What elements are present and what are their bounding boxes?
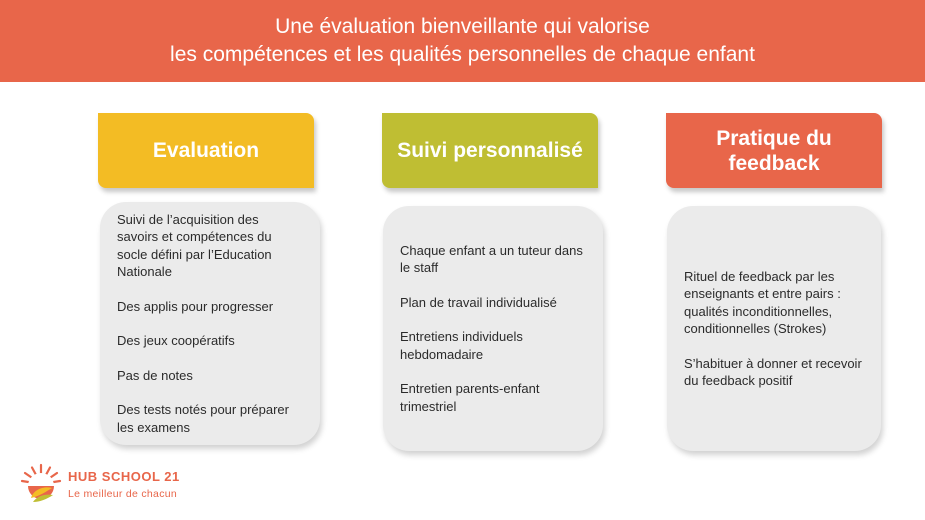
column-header-evaluation <box>98 113 314 188</box>
list-item: Rituel de feedback par les enseignants et entre pairs : qualités inconditionnelles, conditionnelles (Strokes) <box>684 268 841 336</box>
banner-title-line-2: les compétences et les qualités personnelles de chaque enfant <box>170 43 755 66</box>
column-title: Evaluation <box>152 139 260 162</box>
list-item: Suivi de l’acquisition des savoirs et compétences du socle défini par l’Education Nationale <box>117 211 272 280</box>
list-item: Des applis pour progresser <box>117 298 274 314</box>
banner-title-line-1: Une évaluation bienveillante qui valorise <box>275 15 650 38</box>
list-item: Des jeux coopératifs <box>117 333 235 349</box>
column-card-suivi-personnalise <box>383 206 603 451</box>
list-item: Entretien parents-enfant trimestriel <box>400 381 540 414</box>
sunrise-leaf-icon <box>20 462 62 506</box>
column-card-evaluation <box>100 202 320 445</box>
column-card-pratique-du-feedback <box>667 206 881 451</box>
list-item: Entretiens individuels hebdomadaire <box>400 329 523 362</box>
list-item: Des tests notés pour préparer les examens <box>117 402 289 435</box>
list-item: Pas de notes <box>117 367 193 383</box>
column-title: Pratique du feedback <box>716 126 832 175</box>
title-banner <box>0 0 925 82</box>
column-header-pratique-du-feedback <box>666 113 882 188</box>
brand-tagline: Le meilleur de chacun <box>68 488 178 500</box>
list-item: Plan de travail individualisé <box>400 294 557 310</box>
list-item: Chaque enfant a un tuteur dans le staff <box>400 242 583 276</box>
brand-name: HUB SCHOOL 21 <box>68 469 180 484</box>
column-title: Suivi personnalisé <box>397 139 583 162</box>
column-header-suivi-personnalise <box>382 113 598 188</box>
list-item: S’habituer à donner et recevoir du feedback positif <box>684 355 862 388</box>
